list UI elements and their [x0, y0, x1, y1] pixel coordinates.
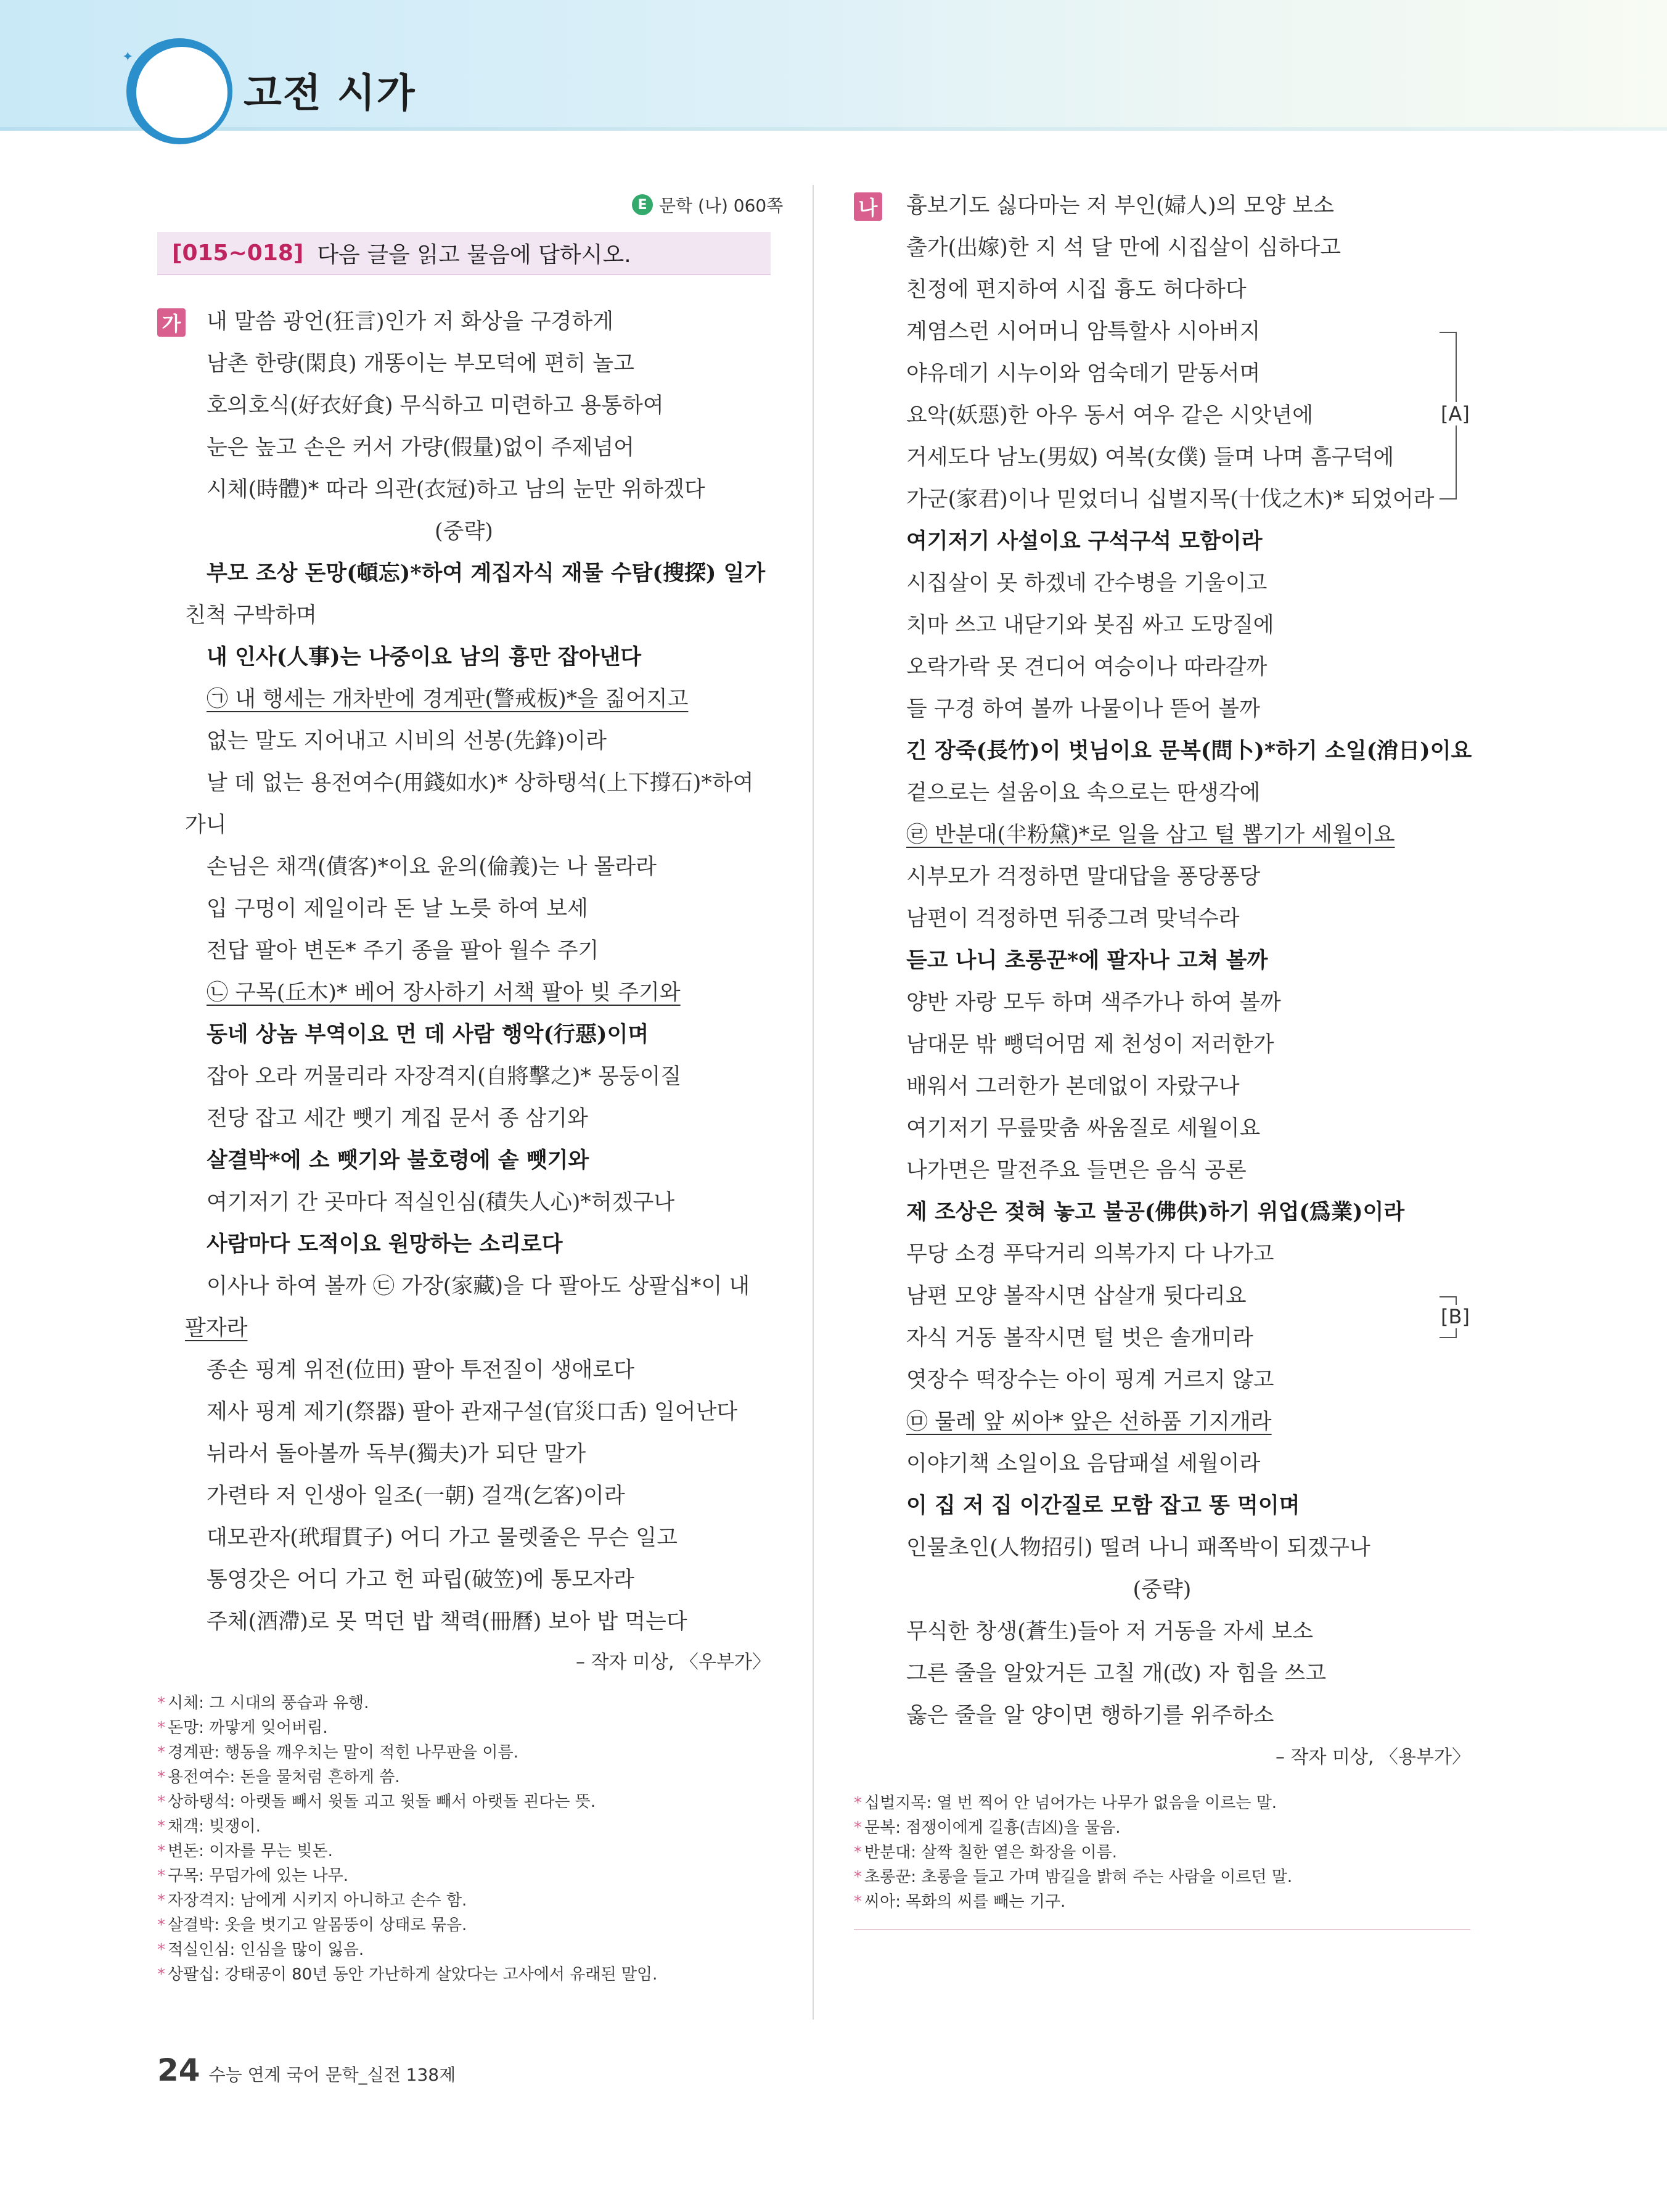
poem-line: 엿장수 떡장수는 아이 핑계 거르지 않고	[906, 1368, 1274, 1392]
poem-line: 동네 상놈 부역이요 먼 데 사람 행악(行惡)이며	[207, 1022, 649, 1047]
poem-line: 대모관자(玳瑁貫子) 어디 가고 물렛줄은 무슨 일고	[207, 1526, 678, 1550]
footnote: * 문복: 점쟁이에게 길흉(吉凶)을 물음.	[854, 1819, 1121, 1837]
poem-line-underlined: ㉠ 내 행세는 개차반에 경계판(警戒板)*을 짊어지고	[207, 687, 689, 712]
footnote: * 상팔십: 강태공이 80년 동안 가난하게 살았다는 고사에서 유래된 말임.	[157, 1965, 658, 1984]
poem-line: 나가면은 말전주요 들면은 음식 공론	[906, 1158, 1247, 1183]
passage-marker-na: 나	[854, 192, 882, 221]
poem-line: 거세도다 남노(男奴) 여복(女僕) 들며 나며 흠구덕에	[906, 445, 1395, 470]
poem-line: 날 데 없는 용전여수(用錢如水)* 상하탱석(上下撐石)*하여	[207, 771, 754, 796]
poem-line: 여기저기 무릎맞춤 싸움질로 세월이요	[906, 1116, 1261, 1141]
footnote: * 용전여수: 돈을 물처럼 흔하게 씀.	[157, 1768, 400, 1786]
footnote: * 채객: 빚쟁이.	[157, 1817, 261, 1836]
poem-line: 무당 소경 푸닥거리 의복가지 다 나가고	[906, 1242, 1274, 1267]
poem-line: 옳은 줄을 알 양이면 행하기를 위주하소	[906, 1703, 1274, 1728]
poem-line: 여기저기 사설이요 구석구석 모함이라	[906, 528, 1263, 554]
poem-line: 없는 말도 지어내고 시비의 선봉(先鋒)이라	[207, 729, 607, 754]
column-divider	[813, 185, 814, 2020]
poem-line: 친척 구박하며	[185, 603, 317, 628]
footnote: * 돈망: 까맣게 잊어버림.	[157, 1719, 328, 1737]
poem-line: 통영갓은 어디 가고 헌 파립(破笠)에 통모자라	[207, 1568, 634, 1592]
poem-line: 주체(酒滯)로 못 먹던 밥 책력(冊曆) 보아 밥 먹는다	[207, 1610, 687, 1634]
page-number: 24	[157, 2052, 200, 2088]
poem-line: 가군(家君)이나 믿었더니 십벌지목(十伐之木)* 되었어라	[906, 487, 1435, 512]
sparkle-icon: ✦	[122, 49, 134, 65]
poem-line: 흉보기도 싫다마는 저 부인(婦人)의 모양 보소	[906, 194, 1334, 218]
poem-author: – 작자 미상, 〈우부가〉	[575, 1651, 771, 1673]
book-title: 수능 연계 국어 문학_실전 138제	[208, 2065, 456, 2085]
poem-line: 가련타 저 인생아 일조(一朝) 걸객(乞客)이라	[207, 1484, 625, 1508]
passage-marker-ga: 가	[157, 308, 186, 337]
poem-line-underlined: 팔자라	[185, 1316, 248, 1341]
poem-line: 전당 잡고 세간 뺏기 계집 문서 종 삼기와	[207, 1106, 588, 1131]
footnote: * 적실인심: 인심을 많이 잃음.	[157, 1941, 364, 1959]
poem-line: 듣고 나니 초롱꾼*에 팔자나 고쳐 볼까	[906, 948, 1268, 973]
footnote: * 자장격지: 남에게 시키지 아니하고 손수 함.	[157, 1891, 467, 1910]
poem-line: 친정에 편지하여 시집 흉도 허다하다	[906, 278, 1247, 302]
poem-line: 살결박*에 소 뺏기와 불호령에 솥 뺏기와	[207, 1148, 589, 1173]
poem-line: 잡아 오라 꺼물리라 자장격지(自將擊之)* 몽둥이질	[207, 1064, 682, 1089]
poem-line: 내 인사(人事)는 나중이요 남의 흉만 잡아낸다	[207, 644, 642, 670]
question-range: [015~018]	[172, 240, 304, 266]
poem-line: 양반 자랑 모두 하며 색주가나 하여 볼까	[906, 990, 1281, 1015]
poem-line: 시부모가 걱정하면 말대답을 퐁당퐁당	[906, 865, 1261, 889]
poem-line: 들 구경 하여 볼까 나물이나 뜯어 볼까	[906, 697, 1260, 722]
page-footer	[157, 2052, 456, 2088]
poem-line: 전답 팔아 변돈* 주기 종을 팔아 월수 주기	[207, 939, 599, 963]
section-title: 고전 시가	[244, 71, 416, 117]
header-circle-inner	[136, 47, 227, 138]
ebs-badge-icon: E	[632, 194, 653, 215]
footnote: * 살결박: 옷을 벗기고 알몸뚱이 상태로 묶음.	[157, 1916, 467, 1934]
poem-line: 여기저기 간 곳마다 적실인심(積失人心)*허겠구나	[207, 1190, 675, 1215]
poem-line: 남대문 밖 뺑덕어멈 제 천성이 저러한가	[906, 1032, 1274, 1057]
poem-line: 치마 쓰고 내닫기와 봇짐 싸고 도망질에	[906, 613, 1274, 638]
poem-ellipsis: (중략)	[435, 519, 493, 544]
poem-line: 남촌 한량(閑良) 개똥이는 부모덕에 편히 놀고	[207, 352, 634, 376]
poem-line: 남편이 걱정하면 뒤중그려 맞넉수라	[906, 907, 1240, 931]
poem-line: 눈은 높고 손은 커서 가량(假量)없이 주제넘어	[207, 435, 634, 460]
poem-line: 호의호식(好衣好食) 무식하고 미련하고 용통하여	[207, 393, 664, 418]
footnote: * 경계판: 행동을 깨우치는 말이 적힌 나무판을 이름.	[157, 1743, 518, 1762]
source-text: 문학 (나) 060쪽	[659, 195, 784, 216]
bracket-a-label: [A]	[1441, 402, 1470, 426]
poem-line: 남편 모양 볼작시면 삽살개 뒷다리요	[906, 1284, 1247, 1309]
poem-line: 인물초인(人物招引) 떨려 나니 패쪽박이 되겠구나	[906, 1536, 1370, 1560]
poem-line: 출가(出嫁)한 지 석 달 만에 시집살이 심하다고	[906, 236, 1341, 260]
poem-line: 이 집 저 집 이간질로 모함 잡고 똥 먹이며	[906, 1493, 1300, 1518]
poem-line: 입 구멍이 제일이라 돈 날 노릇 하여 보세	[207, 897, 588, 921]
poem-line: 계염스런 시어머니 암특할사 시아버지	[906, 319, 1261, 344]
poem-line: 종손 핑계 위전(位田) 팔아 투전질이 생애로다	[207, 1358, 634, 1383]
poem-line: 그른 줄을 알았거든 고칠 개(改) 자 힘을 쓰고	[906, 1661, 1327, 1686]
poem-line: 이사나 하여 볼까 ㉢ 가장(家藏)을 다 팔아도 상팔십*이 내	[207, 1274, 750, 1299]
notes-divider	[854, 1929, 1470, 1930]
poem-ellipsis: (중략)	[1132, 1577, 1192, 1602]
bracket-b-label: [B]	[1441, 1305, 1470, 1328]
poem-line: 내 말씀 광언(狂言)인가 저 화상을 구경하게	[207, 310, 614, 334]
poem-line: 오락가락 못 견디어 여승이나 따라갈까	[906, 655, 1268, 680]
poem-line: 부모 조상 돈망(頓忘)*하여 계집자식 재물 수탐(搜探) 일가	[207, 561, 766, 586]
question-bar	[157, 232, 771, 275]
poem-author: – 작자 미상, 〈용부가〉	[1275, 1746, 1470, 1768]
poem-line: 가니	[185, 813, 227, 837]
question-instruction: 다음 글을 읽고 물음에 답하시오.	[317, 242, 631, 268]
poem-line: 겉으로는 설움이요 속으로는 딴생각에	[906, 781, 1261, 805]
footnote: * 변돈: 이자를 무는 빚돈.	[157, 1842, 333, 1860]
poem-line: 사람마다 도적이요 원망하는 소리로다	[207, 1231, 563, 1257]
footnote: * 시체: 그 시대의 풍습과 유행.	[157, 1694, 369, 1712]
footnote: * 구목: 무덤가에 있는 나무.	[157, 1867, 348, 1885]
poem-line: 배워서 그러한가 본데없이 자랐구나	[906, 1074, 1240, 1099]
poem-line-underlined: ㉤ 물레 앞 씨아* 앞은 선하품 기지개라	[906, 1410, 1272, 1434]
footnote: * 상하탱석: 아랫돌 빼서 윗돌 괴고 윗돌 빼서 아랫돌 괸다는 뜻.	[157, 1793, 596, 1811]
poem-line: 뉘라서 돌아볼까 독부(獨夫)가 되단 말가	[207, 1442, 586, 1466]
poem-line: 긴 장죽(長竹)이 벗님이요 문복(問卜)*하기 소일(消日)이요	[906, 738, 1472, 763]
poem-line: 제 조상은 젖혀 놓고 불공(佛供)하기 위업(爲業)이라	[906, 1199, 1405, 1225]
poem-line: 야유데기 시누이와 엄숙데기 맏동서며	[906, 361, 1261, 386]
footnote: * 씨아: 목화의 씨를 빼는 기구.	[854, 1893, 1066, 1911]
poem-line: 시집살이 못 하겠네 간수병을 기울이고	[906, 571, 1268, 596]
poem-line: 요악(妖惡)한 아우 동서 여우 같은 시앗년에	[906, 403, 1314, 428]
poem-line: 무식한 창생(蒼生)들아 저 거동을 자세 보소	[906, 1619, 1314, 1644]
poem-line: 이야기책 소일이요 음담패설 세월이라	[906, 1452, 1261, 1476]
poem-line-underlined: ㉡ 구목(丘木)* 베어 장사하기 서책 팔아 빚 주기와	[207, 981, 681, 1005]
footnote: * 반분대: 살짝 칠한 옅은 화장을 이름.	[854, 1843, 1117, 1862]
footnote: * 초롱꾼: 초롱을 들고 가며 밤길을 밝혀 주는 사람을 이르던 말.	[854, 1868, 1293, 1886]
poem-line-underlined: ㉣ 반분대(半粉黛)*로 일을 삼고 털 뽑기가 세월이요	[906, 823, 1395, 847]
poem-line: 제사 핑계 제기(祭器) 팔아 관재구설(官災口舌) 일어난다	[207, 1400, 738, 1425]
poem-line: 손님은 채객(債客)*이요 윤의(倫義)는 나 몰라라	[207, 855, 657, 879]
poem-line: 시체(時體)* 따라 의관(衣冠)하고 남의 눈만 위하겠다	[207, 477, 705, 502]
source-reference	[632, 192, 783, 217]
poem-line: 자식 거동 볼작시면 털 벗은 솔개미라	[906, 1326, 1253, 1351]
footnote: * 십벌지목: 열 번 찍어 안 넘어가는 나무가 없음을 이르는 말.	[854, 1794, 1277, 1812]
